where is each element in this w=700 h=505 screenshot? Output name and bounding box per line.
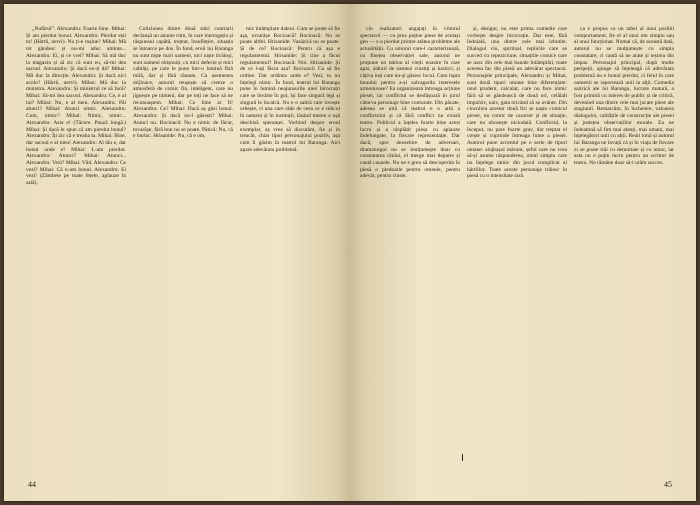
right-column-2-text: și, desigur, nu este prima comedie care vorbește despre birocrație. Dar este, fără îndoială, una dintre cele mai izbutite. Dialogul viu, spiritual, replicile care se succed cu repeziciune, situațiile comice care se nasc din cele mai banale întâmplări, toate acestea fac din piesă un adevărat spectacol. Personajele principale, Alexandru și Mihai, sunt două tipuri umane bine diferențiate: unul prudent, calculat, care nu face nimic fără să se gândească de două ori, celălalt impulsiv, naiv, gata oricând să se avânte. Din ciocnirea acestor două firi se naște comicul piesei, un comic de caracter și de situație, care nu obosește niciodată. Conflictul, la început, nu pare foarte grav, dar treptat el crește și cuprinde întreaga lume a piesei. Autorul pune accentul pe o serie de tipuri umane: slujbașul mărunt, șeful care nu vrea să-și asume răspunderea, omul simplu care nu înțelege nimic din jocul complicat al hârtiilor. Toate aceste personaje trăiesc în piesă cu o intensitate rară. — [467, 26, 567, 180]
left-page-columns — [26, 26, 340, 466]
right-column-2 — [467, 26, 567, 466]
left-column-2 — [133, 26, 233, 466]
column-mark — [462, 454, 463, 461]
left-column-1 — [26, 26, 126, 466]
right-column-1-text: cin realizatori angajați în viitorul spectacol — cu prea puține piese de același gen — s-a pierdut printre atâtea probleme ale actualității. Cu umorul care-l caracterizează, cu finețea observației sale, autorul ne propune un tablou al vieții noastre în care apar, alături de oameni cinstiți și harnici, și câțiva inși care nu-și găsesc locul. Cum lupta bunului pentru a-și salvagarda interesele armonioase? Ea organizează întreaga acțiune piesei, iar conflictul se desfășoară în jurul câtorva personaje bine conturate. Din păcate, adesea se uită că teatrul e o artă a conflictului și că fără conflict nu există teatru. Publicul a înțeles foarte bine acest lucru și a răsplătit piesa cu aplauze îndelungate, la fiecare reprezentație. Dar dacă, spre deosebire de adversari, dramaturgul nu se mulțumește doar cu constatarea răului, el merge mai departe și caută cauzele. Nu ne e greu să descoperim în piesă o pledoarie pentru omenie, pentru adevăr, pentru cinste. — [360, 26, 460, 180]
right-page-columns — [360, 26, 674, 466]
right-page — [350, 4, 696, 501]
left-column-3 — [240, 26, 340, 466]
left-page-number: 44 — [28, 480, 36, 489]
left-column-1-text: „Nufărul”. Alexandru: Foarte bine. Mihai: Și am pierdut bonul. Alexandru: Pierdut ești tu! (Hârtii, nervi). Nu ți-e rușine? Mihai: Mă tot gândesc și nu-mi aduc aminte... Alexandru: Ei, și ce vrei? Mihai: Să mă duc la magazin și să zic că sunt eu, să-mi dea sacoul. Alexandru: Și dacă nu-ți dă? Mihai: Mă duc la direcție. Alexandru: Și dacă nici acolo? (Hârtii, nervi). Mihai: Mă duc la ministru. Alexandru: Și ministrul ce să facă? Mihai: Să-mi dea sacoul. Alexandru: Ce, e al lui? Mihai: Nu, e al meu. Alexandru: Păi atunci? Mihai: Atunci nimic. Alexandru: Cum, nimic? Mihai: Nimic, nimic... Alexandru: Asta e! (Tăcere. Pauză lungă.) Mihai: Și dacă le spun că am pierdut bonul? Alexandru: Îți zic că e treaba ta. Mihai: Bine, dar sacoul e al meu! Alexandru: Al tău e, dar bonul unde e? Mihai: L-am pierdut. Alexandru: Atunci? Mihai: Atunci... Alexandru: Vezi? Mihai: Văd. Alexandru: Ce vezi? Mihai: Că n-am bonul. Alexandru: Ei vezi! (Zâmbete pe toate fețele, aplauze în sală). — [26, 26, 126, 187]
left-column-2-text: Colizionea dintre două stări contrarii declanșă un anume ritm, în care interogația și răspunsul capătă, treptat, însuflețire, situația se întoarce pe dos. În fond, eroii lui Baranga nu sunt niște mari oameni, nici niște ticăloși, sunt oameni obișnuiți, cu mici defecte și mici calități, pe care le pune într-o lumină fără milă, dar și fără răutate. Cu asemenea mijloace, autorul reușește să creeze o atmosferă de comic fin, inteligent, care nu jignește pe nimeni, dar pe toți ne face să ne recunoaștem. Mihai: Ce bine ar fi! Alexandru: Ce? Mihai: Dacă aș găsi bonul. Alexandru: Și dacă nu-l găsești? Mihai: Atunci nu. Bocioacă: Nu e nimic de făcut, tovarășe, fără bon nu se poate. Pătică: Nu, că e burlac. Hrisanide: Nu, că e om. — [133, 26, 233, 140]
right-column-3 — [574, 26, 674, 466]
right-column-3-text: ca e propus ca un tabel al unui posibil comportament, fie el al unui om simplu sau al unui funcționar. Numai că, de această dată, autorul nu se mulțumește cu simpla constatare, ci caută să ne arate și ieșirea din impas. Personajul principal, după multe peripeții, ajunge să înțeleagă că adevărata problemă nu e bonul pierdut, ci felul în care oamenii se raportează unii la alții. Comedia satirică ale lui Baranga, lucrare matură, a fost primită cu interes de public și de critică, devenind una dintre cele mai jucate piese ale stagiunii. Remarcăm, în încheiere, valoarea dialogului, calitățile de construcție ale piesei și justețea observațiilor morale. Ea ne îndeamnă să fim mai atenți, mai umani, mai înțelegători unii cu alții. Reali totul și autorul lui Baranga ne învață că și în viața de fiecare zi se poate trăi cu demnitate și cu umor, iar asta nu e puțin lucru pentru un scriitor de teatru. Ne rămâne doar să-i urăm succes. — [574, 26, 674, 167]
left-page — [4, 4, 350, 501]
right-column-1 — [360, 26, 460, 466]
right-page-number: 45 — [664, 480, 672, 489]
book-spread — [4, 4, 696, 501]
left-column-3-text: mic întâmplare daleoi. Cum se poate să fie așa, tovarășe Bocioacă? Bocioacă: Nu se poate altfel. Hrisanide: Vasăzică nu se poate. Și de ce? Bocioacă: Pentru că așa e regulamentul. Hrisanide: Și cine a făcut regulamentul? Bocioacă: Noi. Hrisanide: Și de ce l-ați făcut așa? Bocioacă: Ca să fie ordine. Dar ordinea unde e? Vezi, tu nu înțelegi nimic. În fond, teatrul lui Baranga pune în lumină neajunsurile unei birocrații care se învârte în gol, își face singură legi și singură le încalcă. Nu e o satiră care lovește orbește, ci una care râde de ceea ce e ridicol în oameni și în instituții, lăsând mereu o ușă deschisă speranței. Vorbind despre eroul exemplar, aș vrea să discutăm, fie și în treacăt, chiar tipul personajului pozitiv, așa cum îl găsim în teatrul lui Baranga. Aici apare adevărata problemă. — [240, 26, 340, 153]
